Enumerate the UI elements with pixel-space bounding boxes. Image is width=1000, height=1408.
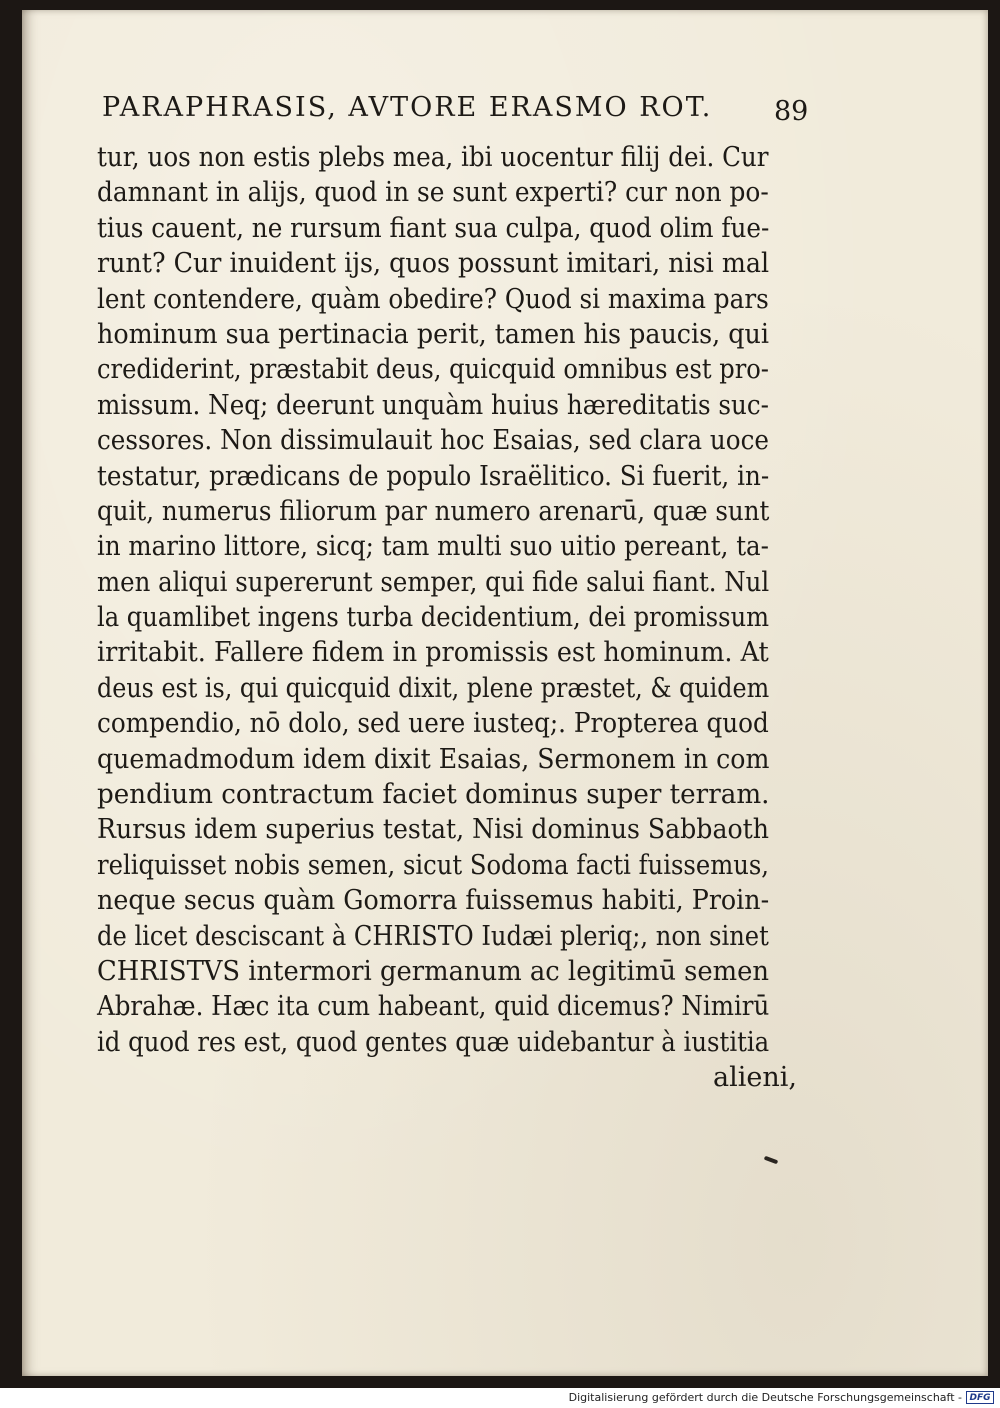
text-line: la quamlibet ingens turba decidentium, dei promissum — [97, 602, 770, 634]
text-line: quit, numerus filiorum par numero arenarū, quæ sunt — [97, 495, 770, 527]
text-line: testatur, prædicans de populo Israëlitico. Si fuerit, in- — [97, 460, 770, 492]
text-line: in marino littore, sicq; tam multi suo uitio pereant, ta- — [97, 531, 769, 563]
text-line: damnant in alijs, quod in se sunt experti? cur non po- — [97, 177, 769, 209]
text-line: men aliqui supererunt semper, qui fide salui fiant. Nul — [97, 566, 770, 598]
text-line: CHRISTVS intermori germanum ac legitimū semen — [97, 955, 770, 987]
text-line: pendium contractum faciet dominus super terram. — [97, 779, 770, 811]
catchword: alieni, — [713, 1062, 797, 1094]
text-line: hominum sua pertinacia perit, tamen his paucis, qui — [97, 318, 769, 350]
running-head: PARAPHRASIS, AVTORE ERASMO ROT. — [102, 92, 713, 123]
text-line: cessores. Non dissimulauit hoc Esaias, sed clara uoce — [97, 425, 769, 457]
text-line: de licet desciscant à CHRISTO Iudæi pleriq;, non sinet — [97, 920, 769, 952]
funding-credit: Digitalisierung gefördert durch die Deutsche Forschungsgemeinschaft - — [568, 1391, 962, 1404]
ink-speck — [764, 1156, 779, 1165]
text-line: irritabit. Fallere fidem in promissis est hominum. At — [97, 637, 769, 669]
text-line: missum. Neq; deerunt unquàm huius hæreditatis suc- — [97, 389, 769, 421]
text-line: lent contendere, quàm obedire? Quod si maxima pars — [97, 283, 769, 315]
page-number: 89 — [774, 96, 809, 127]
text-line: crediderint, præstabit deus, quicquid omnibus est pro- — [97, 354, 769, 386]
text-line: Abrahæ. Hæc ita cum habeant, quid dicemus? Nimirū — [97, 991, 770, 1023]
text-line: neque secus quàm Gomorra fuissemus habiti, Proin- — [97, 885, 770, 917]
text-line: id quod res est, quod gentes quæ uidebantur à iustitia — [97, 1026, 770, 1058]
text-line: tius cauent, ne rursum fiant sua culpa, quod olim fue- — [97, 212, 770, 244]
footer-bar — [0, 1388, 1000, 1408]
book-page — [22, 10, 988, 1376]
text-line: runt? Cur inuident ijs, quos possunt imitari, nisi mal — [97, 248, 770, 280]
text-line: tur, uos non estis plebs mea, ibi uocentur filij dei. Cur — [97, 142, 769, 173]
dfg-logo: DFG — [966, 1391, 994, 1404]
text-line: Rursus idem superius testat, Nisi dominus Sabbaoth — [97, 814, 769, 846]
body-text — [97, 140, 797, 1096]
text-line: reliquisset nobis semen, sicut Sodoma facti fuissemus, — [97, 849, 769, 881]
text-line: quemadmodum idem dixit Esaias, Sermonem in com — [97, 743, 770, 775]
text-line: deus est is, qui quicquid dixit, plene præstet, & quidem — [97, 672, 770, 704]
text-line: compendio, nō dolo, sed uere iusteq;. Propterea quod — [97, 708, 769, 740]
